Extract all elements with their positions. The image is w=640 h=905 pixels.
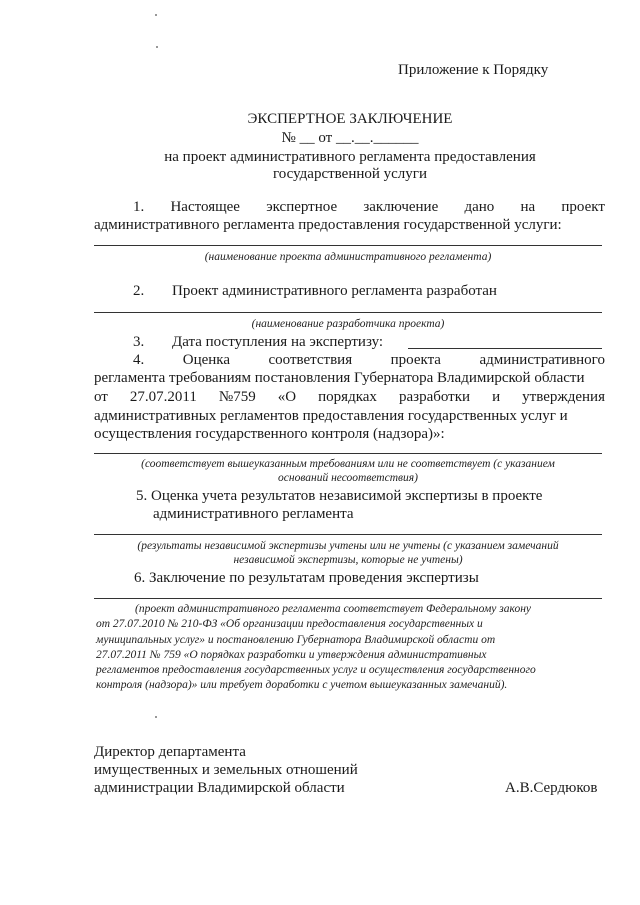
document-title: ЭКСПЕРТНОЕ ЗАКЛЮЧЕНИЕ [247,111,453,127]
item-1-caption: (наименование проекта административного регламента) [204,251,492,263]
item-6-caption: регламентов предоставления государственных услуг и осуществления государственного [96,664,536,676]
document-number-line: № __ от __.__.______ [281,130,419,146]
item-6-caption: 27.07.2011 № 759 «О порядках разработки и утверждения административных [96,649,487,661]
appendix-label: Приложение к Порядку [398,62,549,78]
item-2-caption: (наименование разработчика проекта) [251,318,445,330]
item-5-caption: (результаты независимой экспертизы учтены или не учтены (с указанием замечаний [137,540,559,552]
item-4-second-line: регламента требованиям постановления Губернатора Владимирской области [94,370,585,386]
signature-position: Директор департамента [94,744,246,760]
fill-in-line [94,453,602,454]
item-2-text: Проект административного регламента разработан [172,283,497,299]
item-5-first-line: 5. Оценка учета результатов независимой экспертизы в проекте [136,488,543,504]
item-1-first-line: 1. Настоящее экспертное заключение дано на проект [133,199,605,215]
item-6-text: 6. Заключение по результатам проведения экспертизы [134,570,479,586]
item-4-first-line: 4. Оценка соответствия проекта административного [133,352,605,368]
document-subtitle: государственной услуги [273,166,427,182]
item-4-caption: (соответствует вышеуказанным требованиям или не соответствует (с указанием [141,458,555,470]
scan-speck [156,46,158,48]
document-subtitle: на проект административного регламента предоставления [164,149,536,165]
item-3-number: 3. [133,334,145,350]
signature-position: администрации Владимирской области [94,780,345,796]
signatory-name: А.В.Сердюков [505,780,598,796]
item-3-text: Дата поступления на экспертизу: [172,334,384,350]
scan-speck [155,14,157,16]
fill-in-line [94,312,602,313]
fill-in-line [408,348,602,349]
item-4-third-line: от 27.07.2011 №759 «О порядках разработки и утверждения [94,389,605,405]
item-4-caption: оснований несоответствия) [278,472,418,484]
item-6-caption: муниципальных услуг» и постановлению Губернатора Владимирской области от [96,634,496,646]
item-4-fourth-line: административных регламентов предоставления государственных услуг и [94,408,568,424]
fill-in-line [94,245,602,246]
item-5-caption: независимой экспертизы, которые не учтены) [233,554,463,566]
item-6-caption: (проект административного регламента соответствует Федеральному закону [135,603,531,615]
item-4-fifth-line: осуществления государственного контроля (надзора)»: [94,426,445,442]
item-1-second-line: административного регламента предоставления государственной услуги: [94,217,562,233]
fill-in-line [94,598,602,599]
item-2-number: 2. [133,283,145,299]
scan-speck [155,716,157,718]
item-5-second-line: административного регламента [153,506,354,522]
item-6-caption: от 27.07.2010 № 210-ФЗ «Об организации предоставления государственных и [96,618,483,630]
item-6-caption: контроля (надзора)» или требует доработки с учетом вышеуказанных замечаний). [96,679,508,691]
fill-in-line [94,534,602,535]
signature-position: имущественных и земельных отношений [94,762,358,778]
